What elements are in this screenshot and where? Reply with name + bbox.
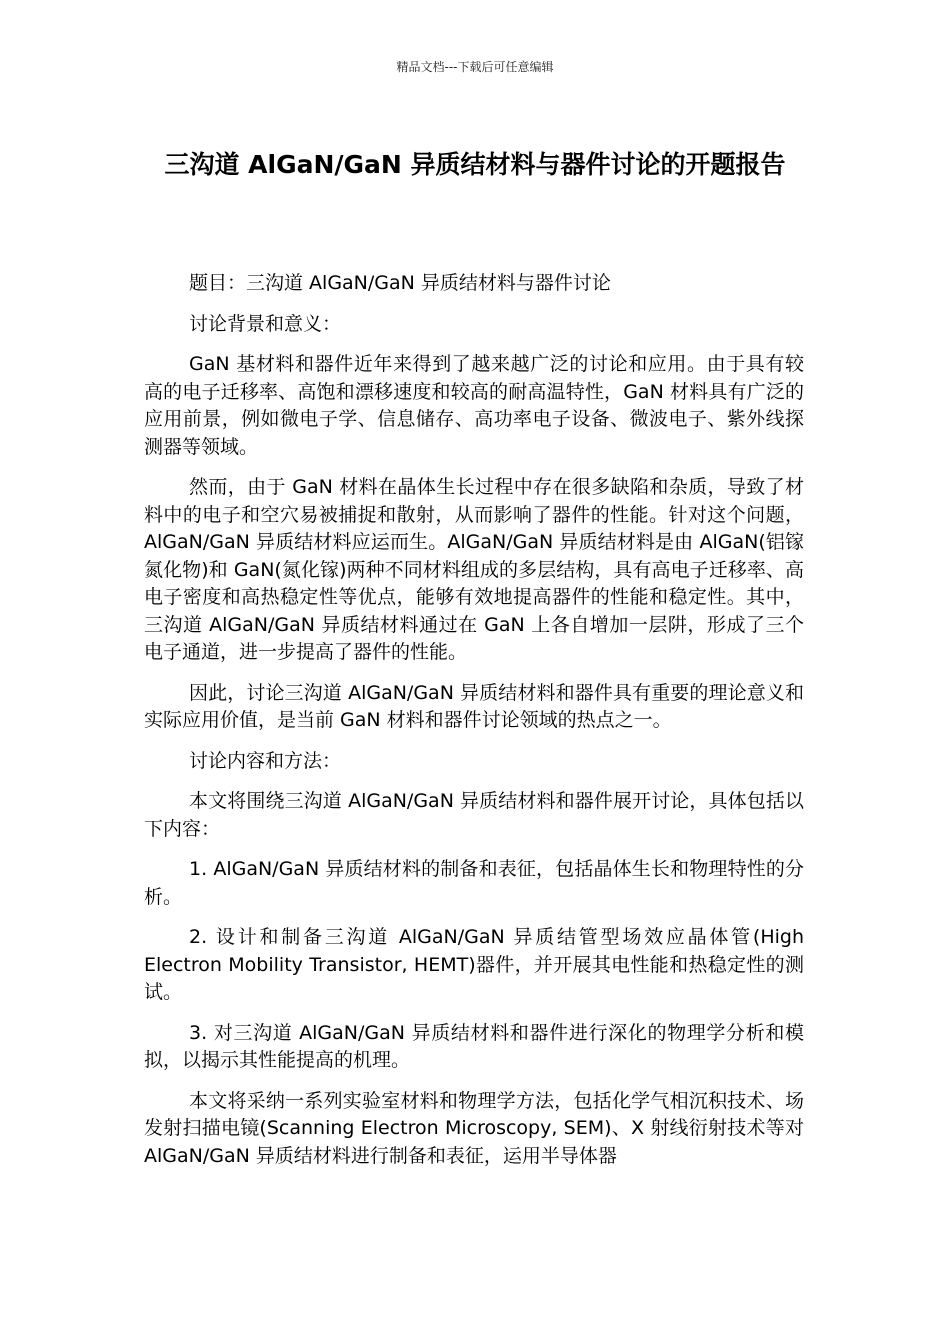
body-paragraph: 本文将围绕三沟道 AlGaN/GaN 异质结材料和器件展开讨论，具体包括以下内容：: [144, 790, 804, 840]
section-heading-methods: 讨论内容和方法：: [189, 749, 342, 772]
list-item: 2. 设计和制备三沟道 AlGaN/GaN 异质结管型场效应晶体管(High Electron Mobility Transistor, HEMT)器件，并开展其电性能和热稳定性的测试。: [144, 926, 804, 1003]
page-header: 精品文档---下载后可任意编辑: [396, 60, 554, 74]
body-paragraph: GaN 基材料和器件近年来得到了越来越广泛的讨论和应用。由于具有较高的电子迁移率、高饱和漂移速度和较高的耐高温特性，GaN 材料具有广泛的应用前景，例如微电子学、信息储存、高功率电子设备、微波电子、紫外线探测器等领域。: [144, 353, 804, 458]
document-body: [144, 270, 804, 1183]
body-paragraph: 然而，由于 GaN 材料在晶体生长过程中存在很多缺陷和杂质，导致了材料中的电子和空穴易被捕捉和散射，从而影响了器件的性能。针对这个问题，AlGaN/GaN 异质结材料应运而生。AlGaN/GaN 异质结材料是由 AlGaN(铝镓氮化物)和 GaN(氮化镓)两种不同材料组成的多层结构，具有高电子迁移率、高电子密度和高热稳定性等优点，能够有效地提高器件的性能和稳定性。其中，三沟道 AlGaN/GaN 异质结材料通过在 GaN 上各自增加一层阱，形成了三个电子通道，进一步提高了器件的性能。: [144, 476, 804, 663]
list-item: 3. 对三沟道 AlGaN/GaN 异质结材料和器件进行深化的物理学分析和模拟，以揭示其性能提高的机理。: [144, 1021, 804, 1071]
document-title: 三沟道 AlGaN/GaN 异质结材料与器件讨论的开题报告: [164, 150, 786, 179]
body-paragraph: 本文将采纳一系列实验室材料和物理学方法，包括化学气相沉积技术、场发射扫描电镜(Scanning Electron Microscopy, SEM)、X 射线衍射技术等对 AlGaN/GaN 异质结材料进行制备和表征，运用半导体器: [144, 1089, 804, 1167]
body-paragraph: 因此，讨论三沟道 AlGaN/GaN 异质结材料和器件具有重要的理论意义和实际应用价值，是当前 GaN 材料和器件讨论领域的热点之一。: [144, 681, 804, 731]
list-item: 1. AlGaN/GaN 异质结材料的制备和表征，包括晶体生长和物理特性的分析。: [144, 858, 804, 908]
topic-line: 题目：三沟道 AlGaN/GaN 异质结材料与器件讨论: [189, 272, 611, 294]
section-heading-background: 讨论背景和意义：: [189, 312, 342, 335]
